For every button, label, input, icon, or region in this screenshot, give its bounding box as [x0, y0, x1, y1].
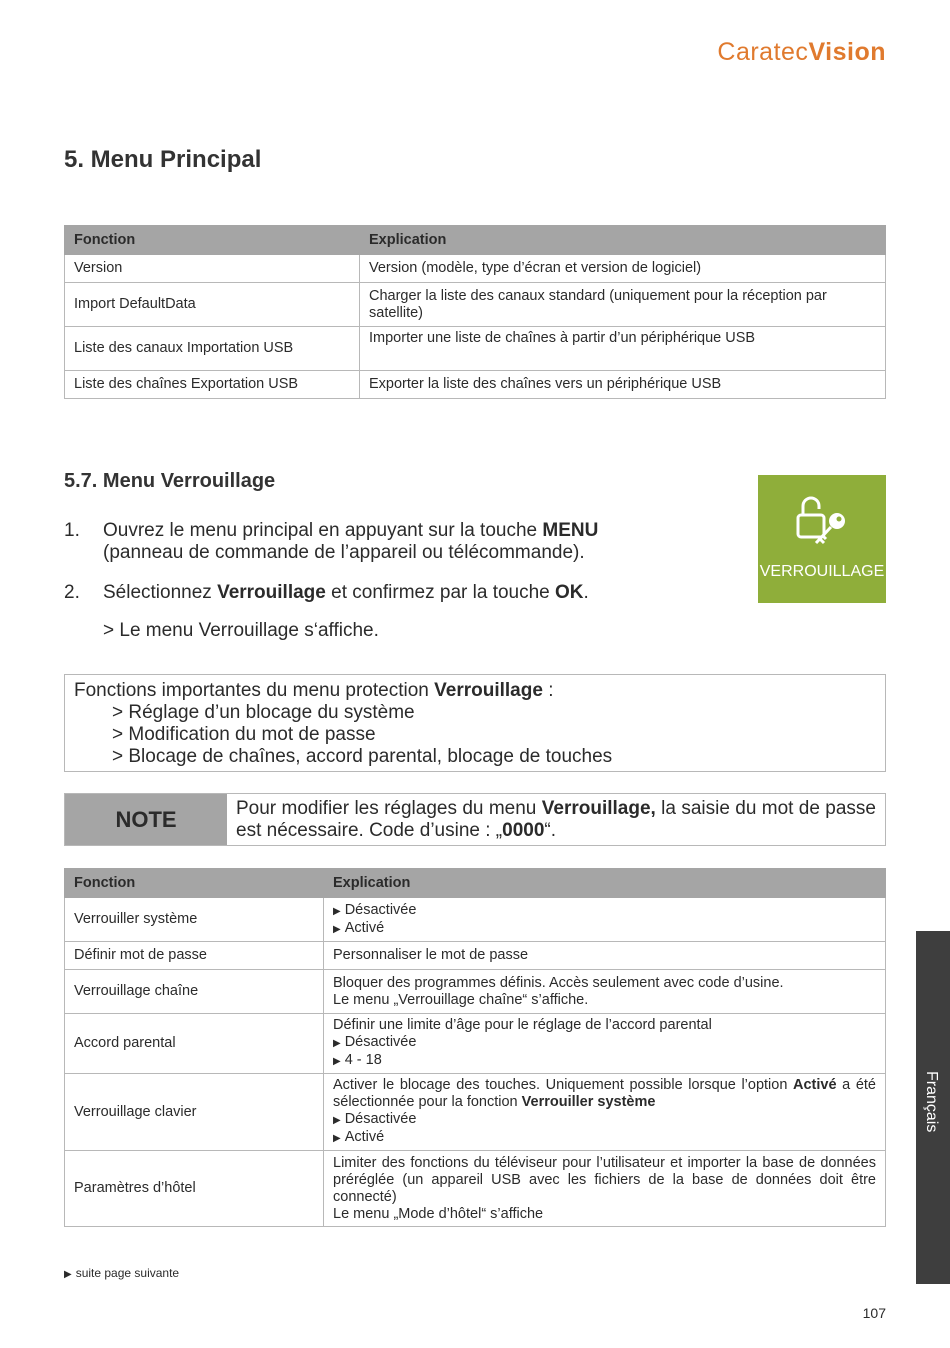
bullet-triangle-icon: ▶: [333, 1133, 341, 1144]
continued-note: ▶ suite page suivante: [64, 1266, 180, 1280]
info-box: [64, 674, 886, 772]
info-box-list: [65, 702, 885, 768]
table-cell: Verrouillage chaîne: [65, 970, 324, 1014]
step-1: 1. Ouvrez le menu principal en appuyant sur la touche MENU (panneau de commande de l’appareil ou télécommande).: [64, 520, 599, 563]
main-menu-table: [64, 225, 886, 399]
table-cell: ▶ Désactivée ▶ Activé: [324, 898, 886, 942]
column-header: Fonction: [65, 226, 360, 255]
table-cell: Liste des chaînes Exportation USB: [65, 371, 360, 399]
table-row: [65, 327, 886, 371]
table-cell: Exporter la liste des chaînes vers un périphérique USB: [360, 371, 886, 399]
table-row: [65, 1014, 886, 1074]
lock-key-icon: [794, 493, 852, 549]
language-label: Français: [923, 1071, 940, 1133]
table-row: [65, 1074, 886, 1151]
bullet-triangle-icon: ▶: [64, 1269, 72, 1280]
table-cell: Liste des canaux Importation USB: [65, 327, 360, 371]
note-tag: NOTE: [65, 794, 227, 845]
brand-logo: CaratecVision: [717, 38, 886, 66]
column-header: Explication: [324, 869, 886, 898]
bullet-triangle-icon: ▶: [333, 1038, 341, 1049]
table-row: [65, 255, 886, 283]
page-number: 107: [862, 1305, 886, 1321]
instruction-steps: [64, 520, 744, 642]
table-row: [65, 942, 886, 970]
table-cell: Personnaliser le mot de passe: [324, 942, 886, 970]
section-title: 5. Menu Principal: [64, 146, 262, 173]
bullet-triangle-icon: ▶: [333, 905, 341, 917]
table-cell: Activer le blocage des touches. Uniquement possible lorsque l’option Activé a été sélectionnée pour la fonction Verrouiller système ▶ Désactivée ▶ Activé: [324, 1074, 886, 1151]
table-cell: Charger la liste des canaux standard (uniquement pour la réception par satellite): [360, 283, 886, 327]
list-item: > Blocage de chaînes, accord parental, blocage de touches: [112, 746, 613, 767]
verrouillage-badge: [758, 475, 886, 603]
table-cell: Définir mot de passe: [65, 942, 324, 970]
table-row: [65, 898, 886, 942]
table-cell: Import DefaultData: [65, 283, 360, 327]
column-header: Explication: [360, 226, 886, 255]
info-box-heading: Fonctions importantes du menu protection Verrouillage :: [74, 680, 554, 701]
table-row: [65, 283, 886, 327]
table-row: [65, 371, 886, 399]
table-cell: Paramètres d’hôtel: [65, 1151, 324, 1227]
table-cell: Importer une liste de chaînes à partir d’un périphérique USB: [360, 327, 886, 371]
step-2-result: > Le menu Verrouillage s‘affiche.: [103, 620, 379, 641]
table-cell: Version: [65, 255, 360, 283]
step-2: 2. Sélectionnez Verrouillage et confirmez par la touche OK.: [64, 582, 589, 603]
table-header-row: [65, 869, 886, 898]
subsection-title: 5.7. Menu Verrouillage: [64, 470, 276, 492]
table-cell: Accord parental: [65, 1014, 324, 1074]
table-row: [65, 970, 886, 1014]
note-box: [64, 793, 886, 846]
badge-label: VERROUILLAGE: [759, 563, 885, 580]
list-item: > Modification du mot de passe: [112, 724, 376, 745]
table-cell: Verrouiller système: [65, 898, 324, 942]
bullet-triangle-icon: ▶: [333, 923, 341, 935]
note-text: Pour modifier les réglages du menu Verrouillage, la saisie du mot de passe est nécessaire. Code d’usine : „0000“.: [236, 798, 876, 841]
bullet-triangle-icon: ▶: [333, 1056, 341, 1067]
table-cell: Limiter des fonctions du téléviseur pour l’utilisateur et importer la base de données préréglée (un appareil USB avec les fichiers de la base de données doit être connecté) Le menu „Mode d’hôtel“ s’affiche: [324, 1151, 886, 1227]
table-cell: Bloquer des programmes définis. Accès seulement avec code d’usine. Le menu „Verrouillage chaîne“ s’affiche.: [324, 970, 886, 1014]
bullet-triangle-icon: ▶: [333, 1115, 341, 1126]
lock-menu-table: [64, 868, 886, 1227]
column-header: Fonction: [65, 869, 324, 898]
table-row: [65, 1151, 886, 1227]
table-cell: Version (modèle, type d’écran et version de logiciel): [360, 255, 886, 283]
language-tab: [916, 931, 950, 1284]
table-cell: Verrouillage clavier: [65, 1074, 324, 1151]
table-header-row: [65, 226, 886, 255]
table-cell: Définir une limite d’âge pour le réglage de l’accord parental ▶ Désactivée ▶ 4 - 18: [324, 1014, 886, 1074]
list-item: > Réglage d’un blocage du système: [112, 702, 415, 723]
